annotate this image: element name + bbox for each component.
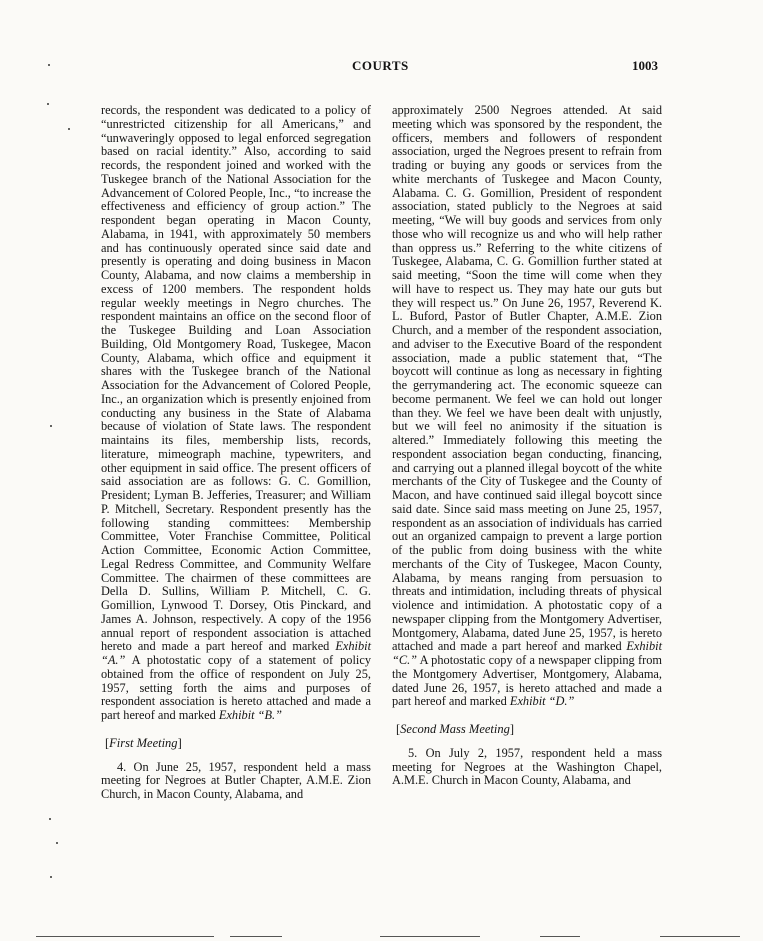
left-paragraph-1-continued: A photostatic copy of a statement of policy obtained from the office of respondent on July 25, 1957, setting forth the aims and purposes of respondent association is hereto attached and made a part hereof and marked — [101, 653, 371, 722]
exhibit-a-label: Exhibit “A.” — [101, 639, 371, 667]
left-paragraph-2: 4. On June 25, 1957, respondent held a mass meeting for Negroes at Butler Chapter, A.M.E. Zion Church, in Macon County, Alabama, and — [101, 759, 371, 801]
scan-speck — [50, 425, 52, 427]
footer-rule — [660, 936, 740, 937]
exhibit-d-label: Exhibit “D.” — [509, 694, 575, 709]
left-paragraph-1 — [101, 104, 371, 723]
scan-speck — [56, 842, 58, 844]
scan-speck — [68, 128, 70, 130]
footer-rule — [230, 936, 282, 937]
right-paragraph-2: 5. On July 2, 1957, respondent held a mass meeting for Negroes at the Washington Chapel, A.M.E. Church in Macon County, Alabama, and — [392, 745, 662, 788]
right-paragraph-1 — [392, 104, 662, 709]
page-header — [0, 58, 763, 78]
scan-speck — [50, 876, 52, 878]
page-number: 1003 — [632, 58, 658, 73]
second-mass-meeting-heading-text: Second Mass Meeting — [400, 722, 510, 736]
left-column — [101, 104, 371, 802]
scan-speck — [49, 818, 51, 820]
left-paragraph-1-text: records, the respondent was dedicated to a policy of “unrestricted citizenship for all Americans,” and “unwaveringly opposed to legal enforced segregation based on racial identity.” Also, according to said records, the respondent joined and worked with the Tuskegee branch of the National Association for the Advancement of Colored People, Inc., “to increase the effectiveness and efficiency of group action.” The respondent began operating in Macon County, Alabama, in 1941, with approximately 50 members and has continuously operated since said date and presently is operating and doing business in Macon County, Alabama, and now claims a membership in excess of 1200 members. The respondent holds regular weekly meetings in Negro churches. The respondent maintains an office on the second floor of the Tuskegee Building and Loan Association Building, Old Montgomery Road, Tuskegee, Macon County, Alabama, which office and equipment it shares with the Tuskegee branch of the National Association for the Advancement of Colored People, Inc., an organization which is presently enjoined from conducting any business in the State of Alabama because of violation of State laws. The respondent maintains its files, membership lists, records, literature, mimeograph machine, typewriters, and other equipment in said office. The present officers of said association are as follows: G. C. Gomillion, President; Lyman B. Jefferies, Treasurer; and William P. Mitchell, Secretary. Respondent presently has the following standing committees: Membership Committee, Voter Franchise Committee, Political Action Committee, Economic Action Committee, Legal Redress Committee, and Community Welfare Committee. The chairmen of these committees are Della D. Sullins, William P. Mitchell, C. G. Gomillion, Lynwood T. Dorsey, Otis Pinckard, and James A. Johnson, respectively. A copy of the 1956 annual report of respondent association is attached hereto and made a part hereof and marked — [101, 103, 371, 654]
exhibit-b-label: Exhibit “B.” — [218, 708, 282, 722]
running-head: COURTS — [352, 58, 409, 73]
first-meeting-heading: [First Meeting] — [105, 735, 182, 750]
scan-speck — [47, 103, 49, 105]
right-paragraph-1-text: approximately 2500 Negroes attended. At said meeting which was sponsored by the respondent, the officers, members and followers of respondent association, urged the Negroes present to refrain from trading or buying any goods or services from the white merchants of Tuskegee and Macon County, Alabama. C. G. Gomillion, President of respondent association, stated publicly to the Negroes at said meeting, “We will buy goods and services from only those who will recognize us and who will help rather than oppress us.” Referring to the white citizens of Tuskegee, Alabama, C. G. Gomillion further stated at said meeting, “Soon the time will come when they will have to respect us. They may hate our guts but they will respect us.” On June 26, 1957, Reverend K. L. Buford, Pastor of Butler Chapter, A.M.E. Zion Church, and a member of the respondent association, and adviser to the Executive Board of the respondent association, made a public statement that, “The boycott will continue as long as necessary in fighting the gerrymandering act. The economic squeeze can become permanent. We feel we can hold out longer than they. We feel we have been dealt with unjustly, but we will feel no animosity if the situation is altered.” Immediately following this meeting the respondent association began conducting, financing, and carrying out a planned illegal boycott of the white merchants of the City of Tuskegee and the County of Macon, and have continued said illegal boycott since said date. Since said mass meeting on June 25, 1957, respondent as an association of individuals has carried out an organized campaign to prevent a large portion of the public from doing business with the white merchants of the City of Tuskegee, Macon County, Alabama, by means ranging from persuasion to threats and intimidation, including threats of physical violence and intimidation. A photostatic copy of a newspaper clipping from the Montgomery Advertiser, Montgomery, Alabama, dated June 25, 1957, is hereto attached and made a part hereof and marked — [392, 103, 662, 654]
right-column — [392, 104, 662, 788]
first-meeting-heading-text: First Meeting — [109, 735, 178, 750]
footer-rule — [540, 936, 580, 937]
footer-rule — [380, 936, 480, 937]
exhibit-c-label: Exhibit “C.” — [392, 639, 662, 667]
scan-speck — [48, 64, 50, 66]
footer-rule — [36, 936, 214, 937]
right-paragraph-1-continued: A photostatic copy of a newspaper clipping from the Montgomery Advertiser, Montgomery, Alabama, dated June 26, 1957, is hereto attached and made a part hereof and marked — [392, 653, 662, 709]
second-mass-meeting-heading: [Second Mass Meeting] — [396, 722, 515, 736]
